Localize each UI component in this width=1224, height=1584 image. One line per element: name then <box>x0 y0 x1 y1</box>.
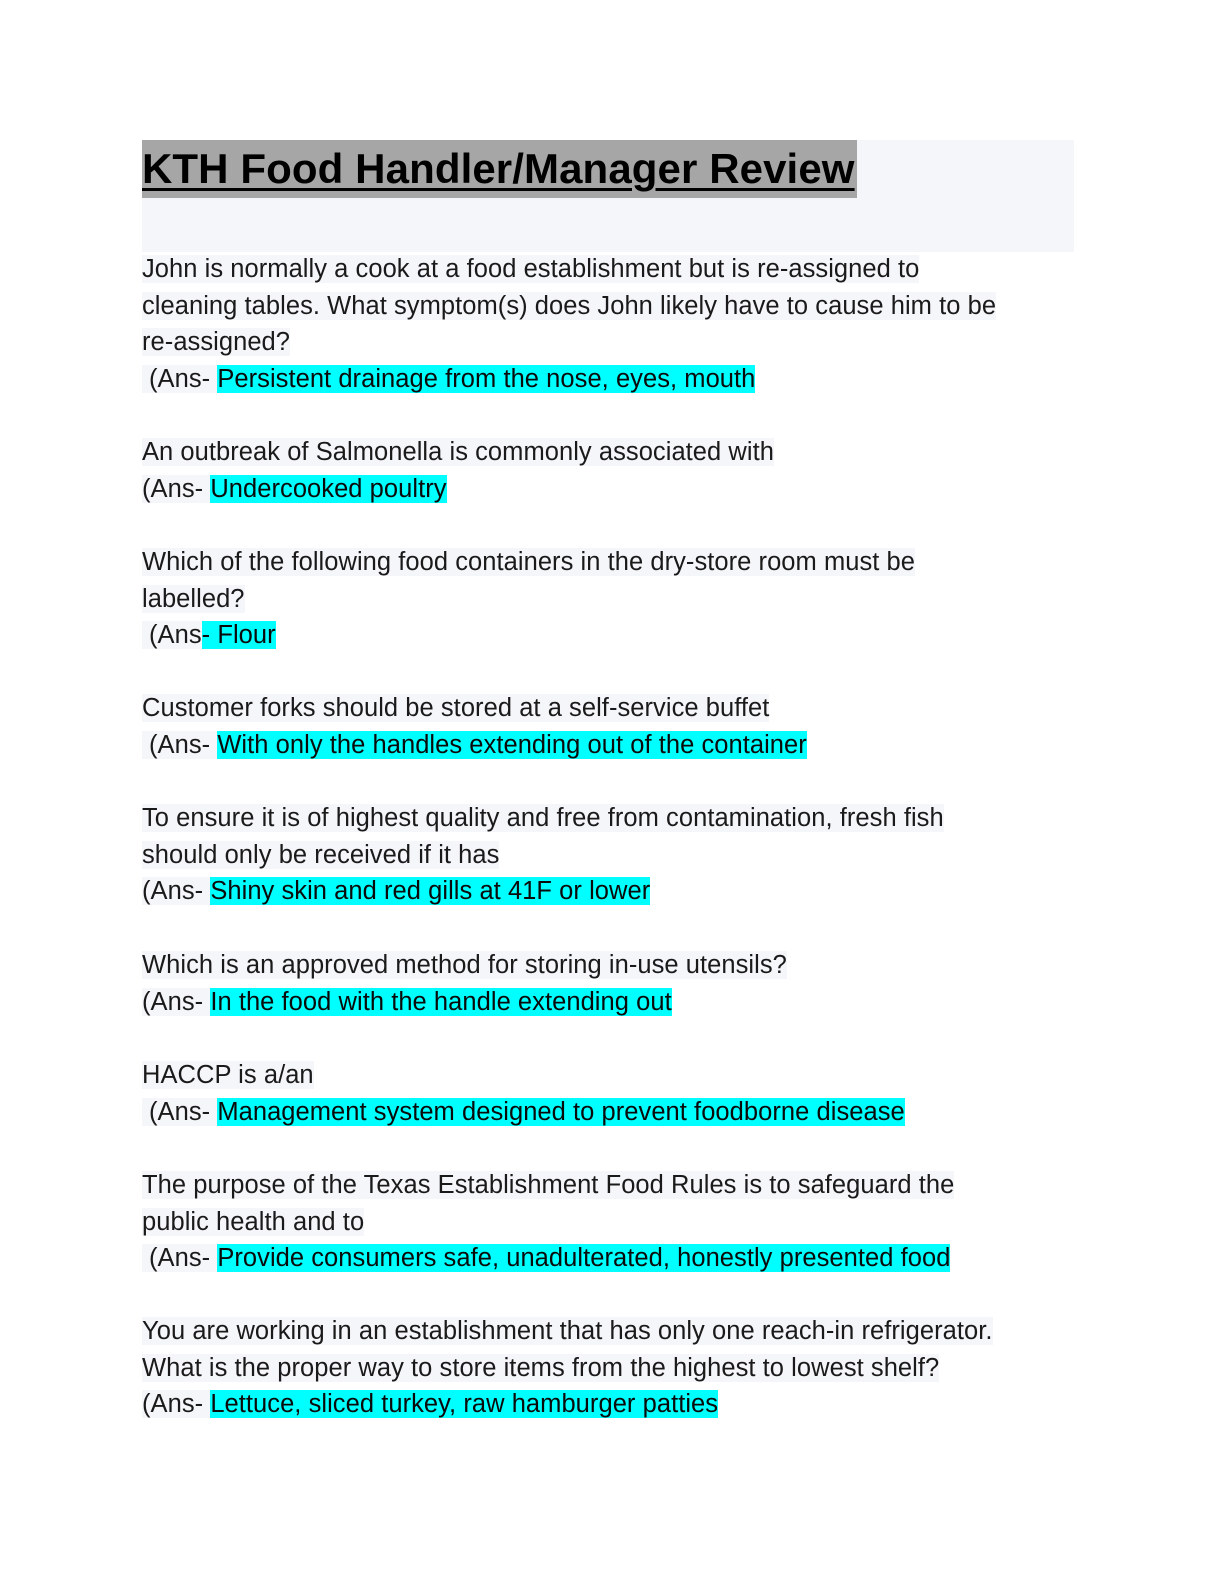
answer-line <box>142 727 1082 764</box>
question-line: To ensure it is of highest quality and free from contamination, fresh fish <box>142 804 944 832</box>
answer-highlight: Management system designed to prevent foodborne disease <box>217 1097 905 1126</box>
question-line: labelled? <box>142 584 245 613</box>
answer-line <box>142 1386 1082 1423</box>
answer-line <box>142 361 1082 398</box>
answer-line <box>142 984 1082 1021</box>
document-title: KTH Food Handler/Manager Review <box>142 140 857 198</box>
question-line: cleaning tables. What symptom(s) does John likely have to cause him to be <box>142 291 997 320</box>
answer-line <box>142 617 1082 654</box>
question-line: The purpose of the Texas Establishment Food Rules is to safeguard the <box>142 1171 955 1199</box>
qa-item <box>142 1057 1082 1130</box>
qa-item <box>142 800 1082 910</box>
qa-item <box>142 544 1082 654</box>
question-line: HACCP is a/an <box>142 1061 314 1089</box>
question-line: Which of the following food containers in the dry-store room must be <box>142 548 916 576</box>
answer-line <box>142 471 1082 508</box>
qa-item <box>142 947 1082 1020</box>
question-line: public health and to <box>142 1207 365 1236</box>
qa-item <box>142 1313 1082 1423</box>
question-line: What is the proper way to store items from the highest to lowest shelf? <box>142 1353 940 1382</box>
qa-item <box>142 251 1082 398</box>
qa-item <box>142 690 1082 763</box>
answer-highlight: With only the handles extending out of the container <box>217 730 807 759</box>
question-line: You are working in an establishment that has only one reach-in refrigerator. <box>142 1317 993 1345</box>
answer-prefix: (Ans <box>142 621 202 649</box>
answer-line <box>142 873 1082 910</box>
answer-highlight: Persistent drainage from the nose, eyes, mouth <box>217 365 756 394</box>
answer-highlight: Undercooked poultry <box>210 474 447 503</box>
title-block <box>142 140 1074 252</box>
answer-prefix: (Ans- <box>142 1098 217 1126</box>
answer-highlight: - Flour <box>201 621 276 650</box>
question-line: An outbreak of Salmonella is commonly associated with <box>142 438 774 466</box>
answer-prefix: (Ans- <box>142 731 217 759</box>
answer-line <box>142 1240 1082 1277</box>
question-line: Customer forks should be stored at a self-service buffet <box>142 694 770 722</box>
question-line: re-assigned? <box>142 328 291 357</box>
answer-highlight: In the food with the handle extending out <box>210 987 672 1016</box>
answer-prefix: (Ans- <box>142 877 211 906</box>
answer-prefix: (Ans- <box>142 365 217 393</box>
answer-prefix: (Ans- <box>142 474 211 503</box>
answer-prefix: (Ans- <box>142 1390 211 1419</box>
answer-line <box>142 1094 1082 1131</box>
answer-highlight: Lettuce, sliced turkey, raw hamburger patties <box>210 1390 719 1419</box>
question-line: Which is an approved method for storing in-use utensils? <box>142 951 787 979</box>
qa-item <box>142 434 1082 507</box>
question-line: should only be received if it has <box>142 840 500 869</box>
question-line: John is normally a cook at a food establishment but is re-assigned to <box>142 255 920 283</box>
qa-item <box>142 1167 1082 1277</box>
answer-highlight: Shiny skin and red gills at 41F or lower <box>210 877 651 906</box>
answer-prefix: (Ans- <box>142 987 211 1016</box>
answer-highlight: Provide consumers safe, unadulterated, honestly presented food <box>217 1244 951 1273</box>
answer-prefix: (Ans- <box>142 1244 217 1272</box>
